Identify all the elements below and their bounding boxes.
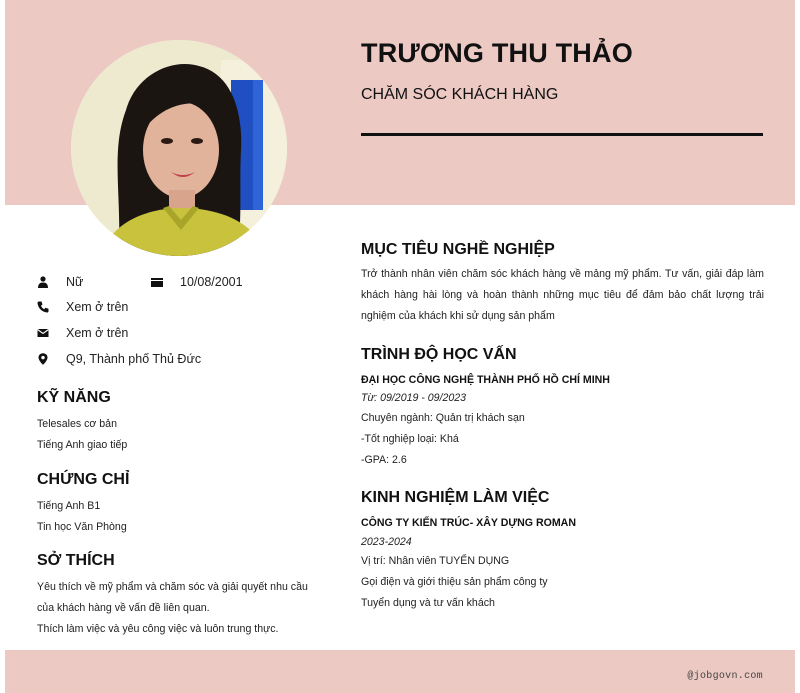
birthday-value: 10/08/2001	[180, 275, 243, 289]
experience-line: Vị trí: Nhân viên TUYỂN DỤNG	[361, 555, 510, 567]
phone-value: Xem ở trên	[66, 300, 129, 314]
objective-text: Trở thành nhân viên chăm sóc khách hàng về mảng mỹ phẩm. Tư vấn, giải đáp làm khách hàng hài lòng và hoàn thành những mục tiêu để đảm bảo chất lượng trải nghiệm của khách khi sử dụng sản phẩm	[361, 268, 764, 322]
hobby-line: Yêu thích về mỹ phẩm và chăm sóc và giải quyết nhu cầu	[37, 581, 308, 593]
phone-icon	[37, 301, 49, 313]
education-period: Từ: 09/2019 - 09/2023	[361, 392, 467, 404]
calendar-icon	[151, 276, 163, 288]
skill-item: Telesales cơ bản	[37, 418, 117, 430]
footer-band	[5, 650, 795, 693]
education-heading: TRÌNH ĐỘ HỌC VẤN	[361, 346, 517, 363]
profile-photo	[71, 40, 287, 256]
education-line: Chuyên ngành: Quản trị khách sạn	[361, 412, 525, 424]
cv-page	[5, 0, 795, 693]
envelope-icon	[37, 327, 49, 339]
gender-value: Nữ	[66, 275, 84, 289]
hobby-line: của khách hàng về vấn đề liên quan.	[37, 602, 210, 614]
education-line: -Tốt nghiệp loại: Khá	[361, 433, 459, 445]
education-line: -GPA: 2.6	[361, 454, 407, 466]
experience-period: 2023-2024	[361, 536, 412, 548]
objective-heading: MỤC TIÊU NGHỀ NGHIỆP	[361, 241, 555, 258]
location-pin-icon	[37, 353, 49, 365]
certificate-item: Tin học Văn Phòng	[37, 521, 127, 533]
person-icon	[37, 276, 49, 288]
experience-heading: KINH NGHIỆM LÀM VIỆC	[361, 489, 550, 506]
portrait-image	[71, 40, 287, 256]
email-value: Xem ở trên	[66, 326, 129, 340]
candidate-name: TRƯƠNG THU THẢO	[361, 38, 633, 68]
school-name: ĐẠI HỌC CÔNG NGHỆ THÀNH PHỐ HỒ CHÍ MINH	[361, 374, 610, 386]
title-divider	[361, 133, 763, 136]
hobbies-heading: SỞ THÍCH	[37, 552, 115, 569]
certificate-item: Tiếng Anh B1	[37, 500, 101, 512]
experience-line: Tuyển dụng và tư vấn khách	[361, 597, 495, 609]
candidate-job-title: CHĂM SÓC KHÁCH HÀNG	[361, 86, 559, 103]
company-name: CÔNG TY KIẾN TRÚC- XÂY DỰNG ROMAN	[361, 517, 576, 529]
skills-heading: KỸ NĂNG	[37, 389, 111, 406]
address-value: Q9, Thành phố Thủ Đức	[66, 352, 202, 366]
footer-watermark: @jobgovn.com	[687, 671, 763, 682]
hobby-line: Thích làm việc và yêu công việc và luôn trung thực.	[37, 623, 279, 635]
experience-line: Gọi điện và giới thiệu sản phẩm công ty	[361, 576, 548, 588]
skill-item: Tiếng Anh giao tiếp	[37, 439, 128, 451]
certificates-heading: CHỨNG CHỈ	[37, 471, 130, 488]
